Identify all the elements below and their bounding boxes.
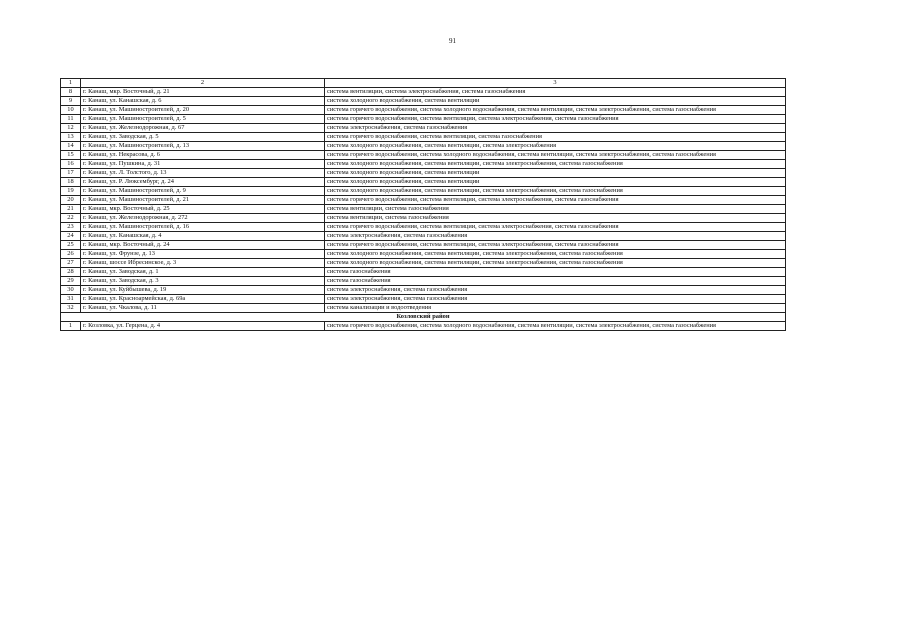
row-number: 17 — [61, 169, 81, 178]
table-row — [61, 88, 786, 97]
row-systems: система электроснабжения, система газоснабжения — [325, 295, 786, 304]
row-number: 25 — [61, 241, 81, 250]
row-address: г. Канаш, ул. Л. Толстого, д. 13 — [81, 169, 325, 178]
column-header-address: 2 — [81, 79, 325, 88]
row-number: 24 — [61, 232, 81, 241]
row-number: 11 — [61, 115, 81, 124]
row-address: г. Канаш, ул. Заводская, д. 3 — [81, 277, 325, 286]
table-row — [61, 169, 786, 178]
row-systems: система холодного водоснабжения, система вентиляции, система электроснабжения — [325, 142, 786, 151]
table-row — [61, 322, 786, 331]
row-address: г. Канаш, ул. Машиностроителей, д. 13 — [81, 142, 325, 151]
table-row — [61, 241, 786, 250]
row-systems: система горячего водоснабжения, система вентиляции, система электроснабжения, система газоснабжения — [325, 115, 786, 124]
row-number: 22 — [61, 214, 81, 223]
table-row — [61, 304, 786, 313]
row-systems: система газоснабжения — [325, 277, 786, 286]
row-address: г. Канаш, ул. Красноармейская, д. 69а — [81, 295, 325, 304]
row-number: 29 — [61, 277, 81, 286]
row-number: 23 — [61, 223, 81, 232]
row-systems: система горячего водоснабжения, система вентиляции, система электроснабжения, система газоснабжения — [325, 223, 786, 232]
row-address: г. Канаш, шоссе Ибресинское, д. 3 — [81, 259, 325, 268]
row-systems: система вентиляции, система газоснабжения — [325, 205, 786, 214]
table-row — [61, 106, 786, 115]
page-number: 91 — [449, 37, 456, 45]
row-systems: система холодного водоснабжения, система вентиляции — [325, 178, 786, 187]
row-systems: система горячего водоснабжения, система вентиляции, система электроснабжения, система газоснабжения — [325, 241, 786, 250]
table-body — [61, 79, 786, 331]
row-address: г. Канаш, мкр. Восточный, д. 24 — [81, 241, 325, 250]
table-row — [61, 151, 786, 160]
row-systems: система электроснабжения, система газоснабжения — [325, 124, 786, 133]
row-number: 14 — [61, 142, 81, 151]
column-header-systems: 3 — [325, 79, 786, 88]
table-row — [61, 133, 786, 142]
row-systems: система холодного водоснабжения, система вентиляции, система электроснабжения, система газоснабжения — [325, 187, 786, 196]
row-address: г. Канаш, ул. Фрунзе, д. 13 — [81, 250, 325, 259]
table-row — [61, 205, 786, 214]
table-row — [61, 115, 786, 124]
table-row — [61, 223, 786, 232]
row-address: г. Канаш, мкр. Восточный, д. 21 — [81, 88, 325, 97]
row-number: 19 — [61, 187, 81, 196]
district-section-row — [61, 313, 786, 322]
row-address: г. Канаш, ул. Машиностроителей, д. 9 — [81, 187, 325, 196]
row-systems: система горячего водоснабжения, система холодного водоснабжения, система вентиляции, система электроснабжения, система газоснабжения — [325, 106, 786, 115]
district-title: Козловский район — [61, 313, 786, 322]
row-address: г. Канаш, ул. Канашская, д. 6 — [81, 97, 325, 106]
table-row — [61, 277, 786, 286]
table-row — [61, 196, 786, 205]
row-number: 28 — [61, 268, 81, 277]
row-address: г. Канаш, ул. Заводская, д. 5 — [81, 133, 325, 142]
row-number: 21 — [61, 205, 81, 214]
table-row — [61, 232, 786, 241]
row-number: 1 — [61, 322, 81, 331]
row-address: г. Канаш, ул. Машиностроителей, д. 20 — [81, 106, 325, 115]
row-systems: система холодного водоснабжения, система вентиляции, система электроснабжения, система газоснабжения — [325, 250, 786, 259]
row-number: 20 — [61, 196, 81, 205]
row-systems: система вентиляции, система газоснабжения — [325, 214, 786, 223]
row-systems: система холодного водоснабжения, система вентиляции — [325, 169, 786, 178]
row-systems: система вентиляции, система электроснабжения, система газоснабжения — [325, 88, 786, 97]
table-row — [61, 214, 786, 223]
row-number: 8 — [61, 88, 81, 97]
row-number: 13 — [61, 133, 81, 142]
row-systems: система канализации и водоотведения — [325, 304, 786, 313]
table-row — [61, 259, 786, 268]
table-row — [61, 268, 786, 277]
row-systems: система электроснабжения, система газоснабжения — [325, 232, 786, 241]
row-number: 30 — [61, 286, 81, 295]
table-row — [61, 286, 786, 295]
row-systems: система газоснабжения — [325, 268, 786, 277]
row-number: 9 — [61, 97, 81, 106]
row-address: г. Канаш, ул. Машиностроителей, д. 5 — [81, 115, 325, 124]
table-row — [61, 160, 786, 169]
row-address: г. Козловка, ул. Герцена, д. 4 — [81, 322, 325, 331]
building-systems-table — [60, 78, 786, 331]
row-systems: система холодного водоснабжения, система вентиляции, система электроснабжения, система газоснабжения — [325, 160, 786, 169]
row-address: г. Канаш, ул. Машиностроителей, д. 16 — [81, 223, 325, 232]
table-row — [61, 178, 786, 187]
row-systems: система горячего водоснабжения, система холодного водоснабжения, система вентиляции, система электроснабжения, система газоснабжения — [325, 322, 786, 331]
row-number: 32 — [61, 304, 81, 313]
row-address: г. Канаш, ул. Пушкина, д. 31 — [81, 160, 325, 169]
row-systems: система холодного водоснабжения, система вентиляции — [325, 97, 786, 106]
row-address: г. Канаш, ул. Куйбышева, д. 19 — [81, 286, 325, 295]
row-systems: система горячего водоснабжения, система вентиляции, система электроснабжения, система газоснабжения — [325, 196, 786, 205]
row-number: 12 — [61, 124, 81, 133]
row-address: г. Канаш, ул. Железнодорожная, д. 67 — [81, 124, 325, 133]
table-row — [61, 295, 786, 304]
row-address: г. Канаш, мкр. Восточный, д. 25 — [81, 205, 325, 214]
row-number: 18 — [61, 178, 81, 187]
row-number: 27 — [61, 259, 81, 268]
table-row — [61, 142, 786, 151]
row-systems: система горячего водоснабжения, система холодного водоснабжения, система вентиляции, система электроснабжения, система газоснабжения — [325, 151, 786, 160]
row-address: г. Канаш, ул. Некрасова, д. 6 — [81, 151, 325, 160]
table-row — [61, 187, 786, 196]
row-number: 26 — [61, 250, 81, 259]
row-address: г. Канаш, ул. Железнодорожная, д. 272 — [81, 214, 325, 223]
row-number: 15 — [61, 151, 81, 160]
row-address: г. Канаш, ул. Канашская, д. 4 — [81, 232, 325, 241]
column-header-number: 1 — [61, 79, 81, 88]
row-number: 16 — [61, 160, 81, 169]
row-systems: система электроснабжения, система газоснабжения — [325, 286, 786, 295]
row-address: г. Канаш, ул. Заводская, д. 1 — [81, 268, 325, 277]
row-address: г. Канаш, ул. Машиностроителей, д. 21 — [81, 196, 325, 205]
table-row — [61, 97, 786, 106]
row-number: 10 — [61, 106, 81, 115]
row-systems: система холодного водоснабжения, система вентиляции, система электроснабжения, система газоснабжения — [325, 259, 786, 268]
table-header-row — [61, 79, 786, 88]
table-row — [61, 250, 786, 259]
table-row — [61, 124, 786, 133]
row-address: г. Канаш, ул. Р. Люксембург, д. 24 — [81, 178, 325, 187]
row-systems: система горячего водоснабжения, система вентиляции, система газоснабжения — [325, 133, 786, 142]
row-address: г. Канаш, ул. Чкалова, д. 11 — [81, 304, 325, 313]
row-number: 31 — [61, 295, 81, 304]
